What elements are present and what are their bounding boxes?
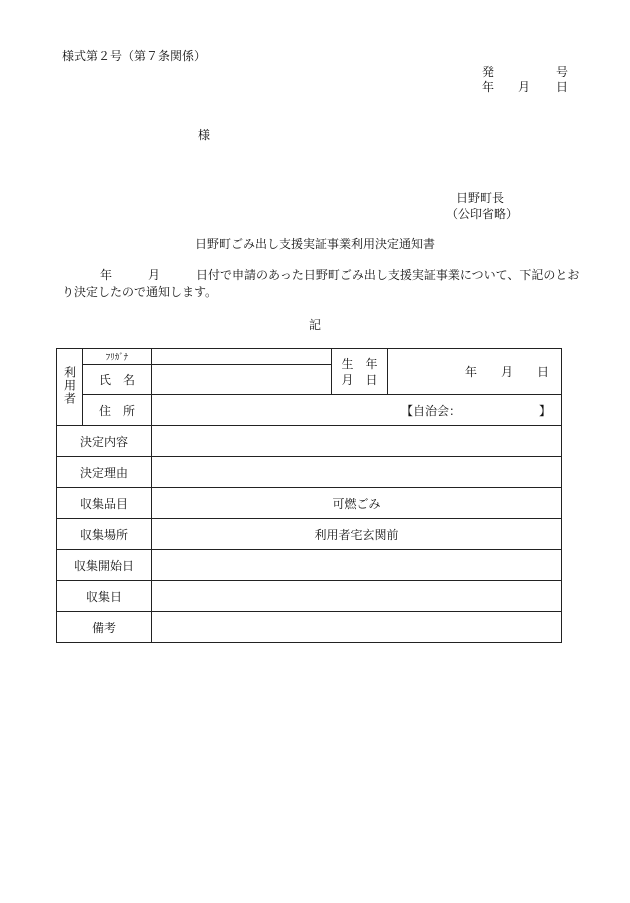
riyousha-cell bbox=[57, 349, 83, 426]
row-value bbox=[152, 550, 562, 581]
table-row bbox=[57, 457, 562, 488]
recipient-honorific: 様 bbox=[198, 128, 211, 142]
birth-date-value: 年 月 日 bbox=[388, 349, 562, 395]
form-number: 様式第２号（第７条関係） bbox=[62, 49, 207, 63]
date-day-label: 日 bbox=[556, 80, 569, 94]
furigana-value bbox=[152, 349, 332, 365]
sender-name: 日野町長 bbox=[456, 191, 505, 205]
row-value: 可燃ごみ bbox=[152, 488, 562, 519]
table-row bbox=[57, 488, 562, 519]
row-value: 利用者宅玄関前 bbox=[152, 519, 562, 550]
row-value bbox=[152, 457, 562, 488]
body-year: 年 bbox=[100, 268, 113, 282]
row-label: 収集日 bbox=[57, 581, 152, 612]
document-title: 日野町ごみ出し支援実証事業利用決定通知書 bbox=[194, 237, 435, 251]
row-label: 決定内容 bbox=[57, 426, 152, 457]
riyousha-label: 利用者 bbox=[62, 366, 77, 405]
row-label: 収集場所 bbox=[57, 519, 152, 550]
birth-label-2: 月 日 bbox=[341, 372, 378, 387]
ki-heading: 記 bbox=[308, 318, 321, 332]
address-row bbox=[57, 395, 562, 426]
table-row bbox=[57, 519, 562, 550]
furigana-row bbox=[57, 349, 562, 365]
address-label: 住 所 bbox=[83, 395, 152, 426]
issue-label: 発 bbox=[482, 65, 495, 79]
table-row bbox=[57, 426, 562, 457]
table-row bbox=[57, 581, 562, 612]
row-label: 備考 bbox=[57, 612, 152, 643]
seal-note: （公印省略） bbox=[446, 207, 519, 221]
row-value bbox=[152, 612, 562, 643]
birth-label-1: 生 年 bbox=[341, 356, 378, 371]
row-label: 決定理由 bbox=[57, 457, 152, 488]
table-row bbox=[57, 550, 562, 581]
row-value bbox=[152, 426, 562, 457]
furigana-label: ﾌﾘｶﾞﾅ bbox=[83, 349, 152, 365]
birth-label-cell bbox=[332, 349, 388, 395]
date-year-label: 年 bbox=[482, 80, 495, 94]
number-label: 号 bbox=[556, 65, 569, 79]
info-table bbox=[56, 348, 562, 643]
row-label: 収集品目 bbox=[57, 488, 152, 519]
date-month-label: 月 bbox=[518, 80, 531, 94]
jichikai-value: 【自治会： 】 bbox=[152, 395, 562, 426]
body-text-1: 日付で申請のあった日野町ごみ出し支援実証事業について、下記のとお bbox=[196, 268, 580, 282]
body-line-1 bbox=[62, 268, 579, 282]
name-value bbox=[152, 365, 332, 395]
body-month: 月 bbox=[148, 268, 161, 282]
table-row bbox=[57, 612, 562, 643]
row-label: 収集開始日 bbox=[57, 550, 152, 581]
body-line-2: り決定したので通知します。 bbox=[62, 285, 218, 299]
name-label: 氏 名 bbox=[83, 365, 152, 395]
row-value bbox=[152, 581, 562, 612]
